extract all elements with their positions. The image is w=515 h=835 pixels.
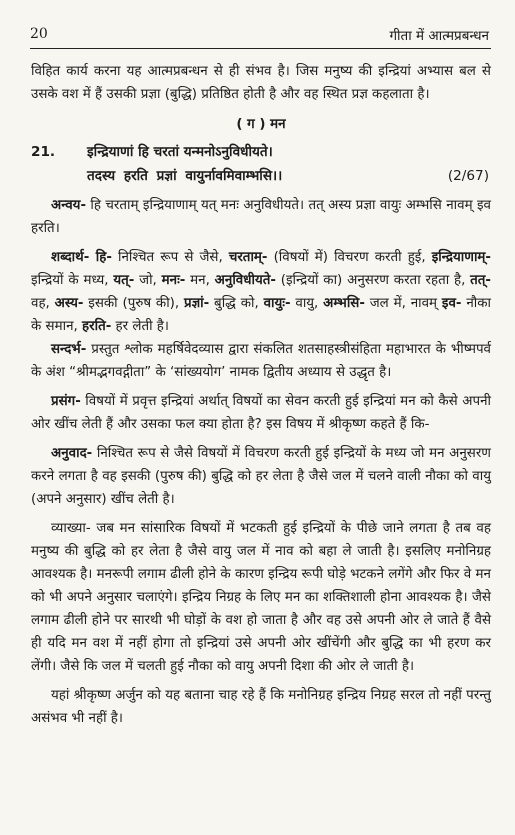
shabdarth-term: अम्भसि- <box>323 296 365 311</box>
shabdarth-meaning: मन, <box>185 273 215 288</box>
page-header <box>0 0 515 44</box>
shabdarth-term: हि- <box>95 250 112 265</box>
shabdarth-meaning: बुद्धि को, <box>209 296 264 311</box>
shabdarth-term: मनः- <box>161 273 186 288</box>
shabdarth-term: तत्- <box>470 273 491 288</box>
closing-paragraph: यहां श्रीकृष्ण अर्जुन को यह बताना चाह रहे हैं कि मनोनिग्रह इन्द्रिय निग्रह सरल तो नहीं परन्तु असंभव भी नहीं है। <box>31 688 491 726</box>
section-heading: ( ग ) मन <box>236 117 286 132</box>
vyakhya-label: व्याख्या- <box>51 521 91 536</box>
shabdarth-term: प्रज्ञां- <box>183 296 210 311</box>
page-body <box>31 60 491 730</box>
shabdarth-meaning: जो, <box>134 273 162 288</box>
running-title: गीता में आत्मप्रबन्धन <box>389 28 489 44</box>
shabdarth-term: अस्य- <box>54 296 84 311</box>
verse-line-2: तदस्य हरति प्रज्ञां वायुर्नावमिवाम्भसि।। <box>87 168 283 184</box>
verse-reference: (2/67) <box>447 168 489 184</box>
shabdarth-term: इन्द्रियाणाम्- <box>431 250 491 265</box>
sandarbh-text: प्रस्तुत श्लोक महर्षिवेदव्यास द्वारा संकलित शतसाहस्त्रीसंहिता महाभारत के भीष्मपर्व के अंश “श्रीमद्भगवद्गीता” के ‘सांख्ययोग’ नामक द्वितीय अध्याय से उद्धृत है। <box>31 342 491 380</box>
anuvad-paragraph <box>31 442 491 511</box>
shabdarth-paragraph <box>31 246 491 338</box>
shabdarth-term: अनुविधीयते- <box>214 273 276 288</box>
page-number: 20 <box>30 26 48 42</box>
shabdarth-meaning: वह, <box>31 296 55 311</box>
shabdarth-meaning: इन्द्रियों के मध्य, <box>31 273 114 288</box>
shabdarth-meaning: जल में, नावम् <box>364 296 442 311</box>
anvaya-text: हि चरताम् इन्द्रियाणाम् यत् मनः अनुविधीयते। तत् अस्य प्रज्ञा वायुः अम्भसि नावम् इव हरति। <box>31 198 491 236</box>
anvaya-paragraph <box>31 194 491 240</box>
shabdarth-term: चरताम्- <box>228 250 268 265</box>
shabdarth-meaning: नौका के समान, <box>31 296 491 334</box>
shabdarth-meaning: हर लेती है। <box>111 319 169 334</box>
shabdarth-term: हरति- <box>82 319 112 334</box>
intro-paragraph: विहित कार्य करना यह आत्मप्रबन्धन से ही संभव है। जिस मनुष्य की इन्द्रियां अभ्यास बल से उसके वश में हैं उसकी प्रज्ञा (बुद्धि) प्रतिष्ठित होती है और वह स्थित प्रज्ञ कहलाता है। <box>31 64 491 102</box>
prasang-paragraph <box>31 390 491 436</box>
shabdarth-term: यत्- <box>113 273 135 288</box>
shabdarth-meaning: (विषयों में) विचरण करती हुई, <box>267 250 432 265</box>
header-rule <box>30 48 491 49</box>
shabdarth-meaning: (इन्द्रियों का) अनुसरण करता रहता है, <box>275 273 471 288</box>
anvaya-label: अन्वय- <box>51 198 87 213</box>
verse-block <box>31 140 491 188</box>
anuvad-text: निश्चित रूप से जैसे विषयों में विचरण करती हुई इन्द्रियों के मध्य जो मन अनुसरण करने लगता है वह इसकी (पुरुष की) बुद्धि को हर लेता है जैसे जल में चलने वाली नौका को वायु (अपने अनुसार) खींच लेती है। <box>31 446 491 507</box>
sandarbh-label: सन्दर्भ- <box>51 342 87 357</box>
vyakhya-paragraph <box>31 517 491 678</box>
shabdarth-term: वायुः- <box>263 296 291 311</box>
shabdarth-label: शब्दार्थ- <box>51 250 96 265</box>
shabdarth-term: इव- <box>441 296 462 311</box>
verse-line-1: इन्द्रियाणां हि चरतां यन्मनोऽनुविधीयते। <box>87 144 273 160</box>
vyakhya-text: जब मन सांसारिक विषयों में भटकती हुई इन्द्रियों के पीछे जाने लगता है तब वह मनुष्य की बुद्धि को हर लेता है जैसे वायु जल में नाव को बहा ले जाती है। इसलिए मनोनिग्रह आवश्यक है। मनरूपी लगाम ढीली होने के कारण इन्द्रिय रूपी घोड़े भटकने लगेंगे और फिर वे मन को भी अपने अनुसार चलाएंगे। इन्द्रिय निग्रह के लिए मन का शक्तिशाली होना आवश्यक है। जैसे लगाम ढीली होने पर सारथी भी घोड़ों के वश हो जाता है और वह उसे अपनी ओर ले जाते हैं वैसे ही यदि मन वश में नहीं होगा तो इन्द्रियां उसे अपनी ओर खींचेंगी और बुद्धि का भी हरण कर लेंगी। जैसे कि जल में चलती हुई नौका को वायु अपनी दिशा की ओर ले जाती है। <box>31 521 491 674</box>
shabdarth-meaning: इसकी (पुरुष की), <box>83 296 184 311</box>
shabdarth-terms <box>31 250 491 334</box>
verse-number: 21. <box>31 144 56 160</box>
shabdarth-meaning: वायु, <box>290 296 324 311</box>
shabdarth-meaning: निश्चित रूप से जैसे, <box>111 250 229 265</box>
prasang-text: विषयों में प्रवृत्त इन्द्रियां अर्थात् विषयों का सेवन करती हुई इन्द्रियां मन को कैसे अपनी ओर खींच लेती हैं और उसका फल क्या होता है? इस विषय में श्रीकृष्ण कहते हैं कि- <box>31 394 491 432</box>
sandarbh-paragraph <box>31 338 491 384</box>
prasang-label: प्रसंग- <box>51 394 81 409</box>
anuvad-label: अनुवाद- <box>51 446 93 461</box>
